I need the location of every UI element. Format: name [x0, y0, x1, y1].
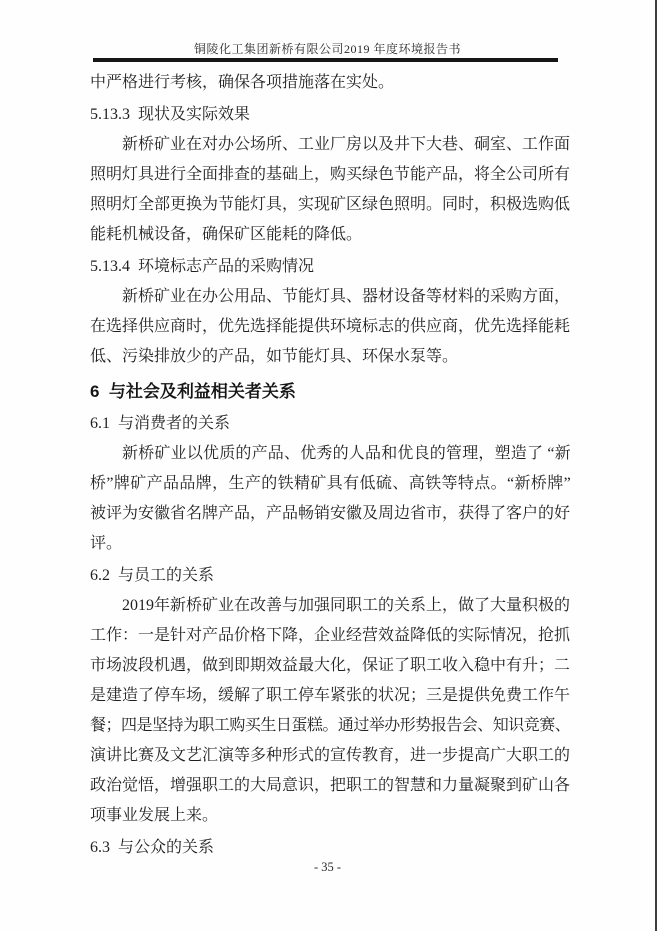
- text-line: 新桥矿业在办公用品、节能灯具、器材设备等材料的采购方面，: [122, 288, 570, 305]
- section-heading: 6.2 与员工的关系: [90, 567, 215, 584]
- section-heading: 6.1 与消费者的关系: [90, 415, 231, 432]
- text-line: 工作：一是针对产品价格下降，企业经营效益降低的实际情况，抢抓: [90, 627, 570, 644]
- text-line: 2019年新桥矿业在改善与加强同职工的关系上，做了大量积极的: [122, 597, 570, 614]
- header-rule: [93, 58, 558, 62]
- text-line: 照明灯全部更换为节能灯具，实现矿区绿色照明。同时，积极选购低: [90, 196, 570, 213]
- text-line: 低、污染排放少的产品，如节能灯具、环保水泵等。: [90, 348, 459, 365]
- text-line: 是建造了停车场，缓解了职工停车紧张的状况；三是提供免费工作午: [90, 687, 570, 704]
- text-line: 中严格进行考核，确保各项措施落在实处。: [90, 74, 395, 91]
- chapter-heading: 6 与社会及利益相关者关系: [90, 382, 296, 401]
- page-header-title: 铜陵化工集团新桥有限公司2019 年度环境报告书: [193, 42, 461, 56]
- text-line: 餐；四是坚持为职工购买生日蛋糕。通过举办形势报告会、知识竞赛、: [90, 717, 570, 734]
- text-line: 照明灯具进行全面排查的基础上，购买绿色节能产品，将全公司所有: [90, 166, 570, 183]
- text-line: 桥”牌矿产品品牌，生产的铁精矿具有低硫、高铁等特点。“新桥牌”: [90, 475, 570, 492]
- text-line: 项事业发展上来。: [90, 807, 219, 824]
- section-heading: 6.3 与公众的关系: [90, 839, 215, 856]
- section-heading: 5.13.4 环境标志产品的采购情况: [90, 258, 315, 275]
- text-line: 新桥矿业在对办公场所、工业厂房以及井下大巷、硐室、工作面: [122, 136, 570, 153]
- text-line: 被评为安徽省名牌产品，产品畅销安徽及周边省市，获得了客户的好: [90, 505, 570, 522]
- text-line: 政治觉悟，增强职工的大局意识，把职工的智慧和力量凝聚到矿山各: [90, 777, 570, 794]
- page-number: - 35 -: [313, 860, 342, 874]
- text-line: 市场波段机遇，做到即期效益最大化，保证了职工收入稳中有升；二: [90, 657, 570, 674]
- text-line: 新桥矿业以优质的产品、优秀的人品和优良的管理，塑造了 “新: [122, 445, 570, 462]
- text-line: 演讲比赛及文艺汇演等多种形式的宣传教育，进一步提高广大职工的: [90, 747, 570, 764]
- document-body: [90, 68, 570, 863]
- text-line: 评。: [90, 535, 123, 552]
- text-line: 能耗机械设备，确保矿区能耗的降低。: [90, 226, 363, 243]
- text-line: 在选择供应商时，优先选择能提供环境标志的供应商，优先选择能耗: [90, 318, 570, 335]
- section-heading: 5.13.3 现状及实际效果: [90, 106, 251, 123]
